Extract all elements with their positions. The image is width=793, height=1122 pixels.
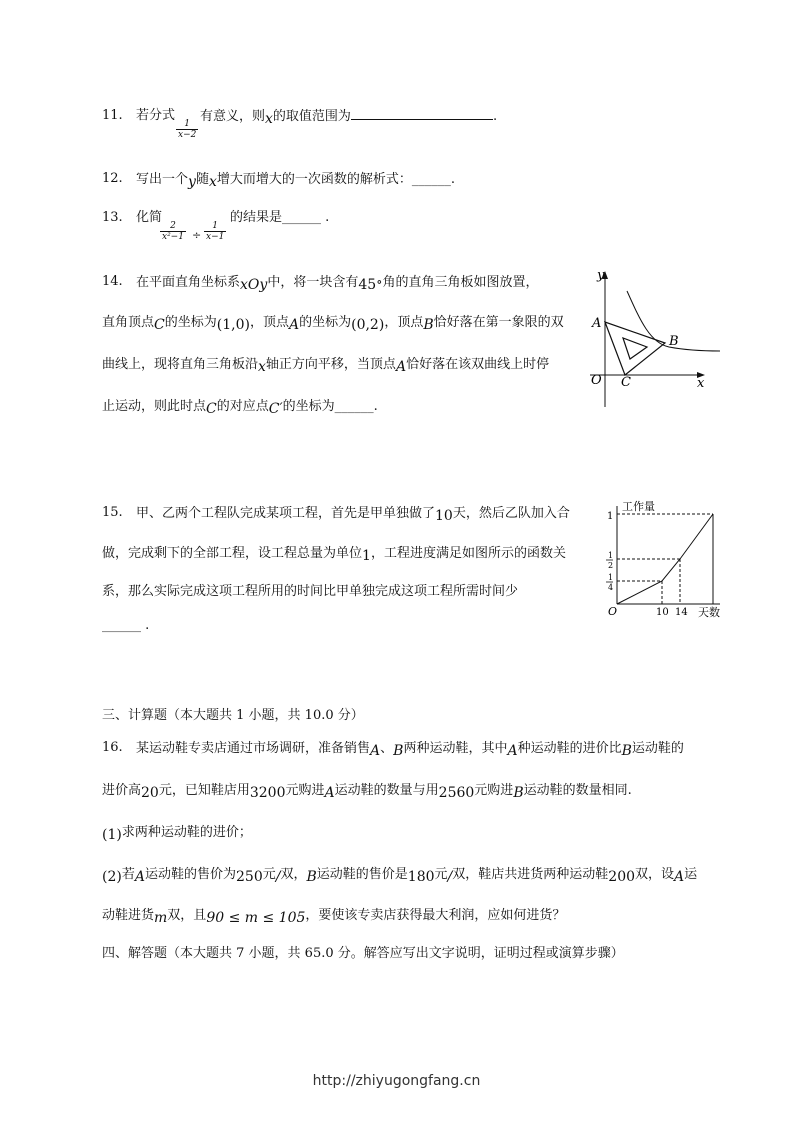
- x-axis-label: 天数: [698, 606, 720, 619]
- q15-line-3: 系，那么实际完成这项工程所用的时间比甲单独完成这项工程所需时间少: [102, 584, 519, 599]
- q16-line-4: 动鞋进货m双，且90 ≤ m ≤ 105，要使该专卖店获得最大利润，应如何进货？: [102, 908, 566, 926]
- q13-fraction-2: 1 x−1: [206, 221, 225, 242]
- q14-line-4: 止运动，则此时点C的对应点C′的坐标为______.: [102, 399, 378, 417]
- q14-line-2: 直角顶点C的坐标为(1,0)，顶点A的坐标为(0,2)，顶点B恰好落在第一象限的双: [102, 315, 564, 333]
- q13-divide: ÷: [192, 229, 202, 242]
- label-y: y: [597, 268, 605, 283]
- label-x: x: [697, 376, 705, 391]
- label-O: O: [591, 373, 602, 388]
- label-A: A: [592, 316, 602, 331]
- q16-line-1: 某运动鞋专卖店通过市场调研，准备销售A、B两种运动鞋，其中A种运动鞋的进价比B运动鞋的: [136, 741, 684, 759]
- var-x: x: [265, 111, 273, 127]
- tick-yhalf-num: 1: [608, 551, 614, 560]
- q13-text-1: 化简: [136, 210, 163, 225]
- q16-line-2: 进价高20元，已知鞋店用3200元购进A运动鞋的数量与用2560元购进B运动鞋的数量相同.: [102, 783, 632, 801]
- q15-line-2: 做，完成剩下的全部工程，设工程总量为单位1，工程进度满足如图所示的函数关: [102, 546, 566, 564]
- q15-number: 15.: [102, 505, 123, 520]
- triangle-inner: [623, 338, 647, 359]
- y-axis-label: 工作量: [622, 500, 655, 513]
- triangle-outer: [605, 322, 665, 375]
- label-B: B: [669, 334, 679, 349]
- label-C: C: [621, 375, 631, 390]
- tick-yquarter-num: 1: [608, 573, 614, 582]
- q11-number: 11.: [102, 108, 123, 123]
- q13-fraction-1: 2 x²−1: [162, 221, 184, 242]
- tick-x14: 14: [675, 607, 688, 618]
- q15-figure: [600, 500, 730, 625]
- q14-line-3: 曲线上，现将直角三角板沿x轴正方向平移，当顶点A恰好落在该双曲线上时停: [102, 357, 550, 375]
- q15-line-4: ______ .: [102, 618, 150, 633]
- q13-number: 13.: [102, 210, 123, 225]
- q14-number: 14.: [102, 274, 123, 289]
- tick-y1: 1: [607, 511, 614, 522]
- q11-fraction: [176, 119, 198, 140]
- q14-figure: [585, 265, 725, 413]
- answer-blank: [351, 119, 493, 120]
- q14-line-1: 在平面直角坐标系xOy中，将一块含有45∘角的直角三角板如图放置，: [136, 275, 539, 293]
- q11-text-2: 有意义，则x的取值范围为 .: [200, 109, 498, 127]
- footer-url[interactable]: http://zhiyugongfang.cn: [312, 1073, 481, 1089]
- tick-yhalf-den: 2: [608, 561, 614, 570]
- label-O: O: [608, 605, 618, 618]
- q16-part-2: (2)若A运动鞋的售价为250元/双，B运动鞋的售价是180元/双，鞋店共进货两种运动鞋200双，设A运: [102, 867, 698, 885]
- q13-text-2: 的结果是______ .: [230, 210, 330, 225]
- q16-number: 16.: [102, 740, 123, 755]
- tick-yquarter-den: 4: [608, 583, 614, 592]
- q15-line-1: 甲、乙两个工程队完成某项工程，首先是甲单独做了10天，然后乙队加入合: [136, 506, 570, 524]
- q12-number: 12.: [102, 171, 123, 186]
- q11-fraction-numerator: 1: [184, 119, 191, 129]
- q11-text-1: 若分式: [136, 108, 176, 123]
- tick-x10: 10: [656, 607, 669, 618]
- q12-text: 写出一个y随x增大而增大的一次函数的解析式：______.: [136, 172, 455, 190]
- q11-fraction-denominator: x−2: [178, 130, 197, 140]
- section-4-heading: 四、解答题（本大题共 7 小题，共 65.0 分。解答应写出文字说明，证明过程或演算步骤）: [102, 946, 624, 961]
- q16-part-1: (1)求两种运动鞋的进价；: [102, 825, 252, 843]
- section-3-heading: 三、计算题（本大题共 1 小题，共 10.0 分）: [102, 708, 364, 723]
